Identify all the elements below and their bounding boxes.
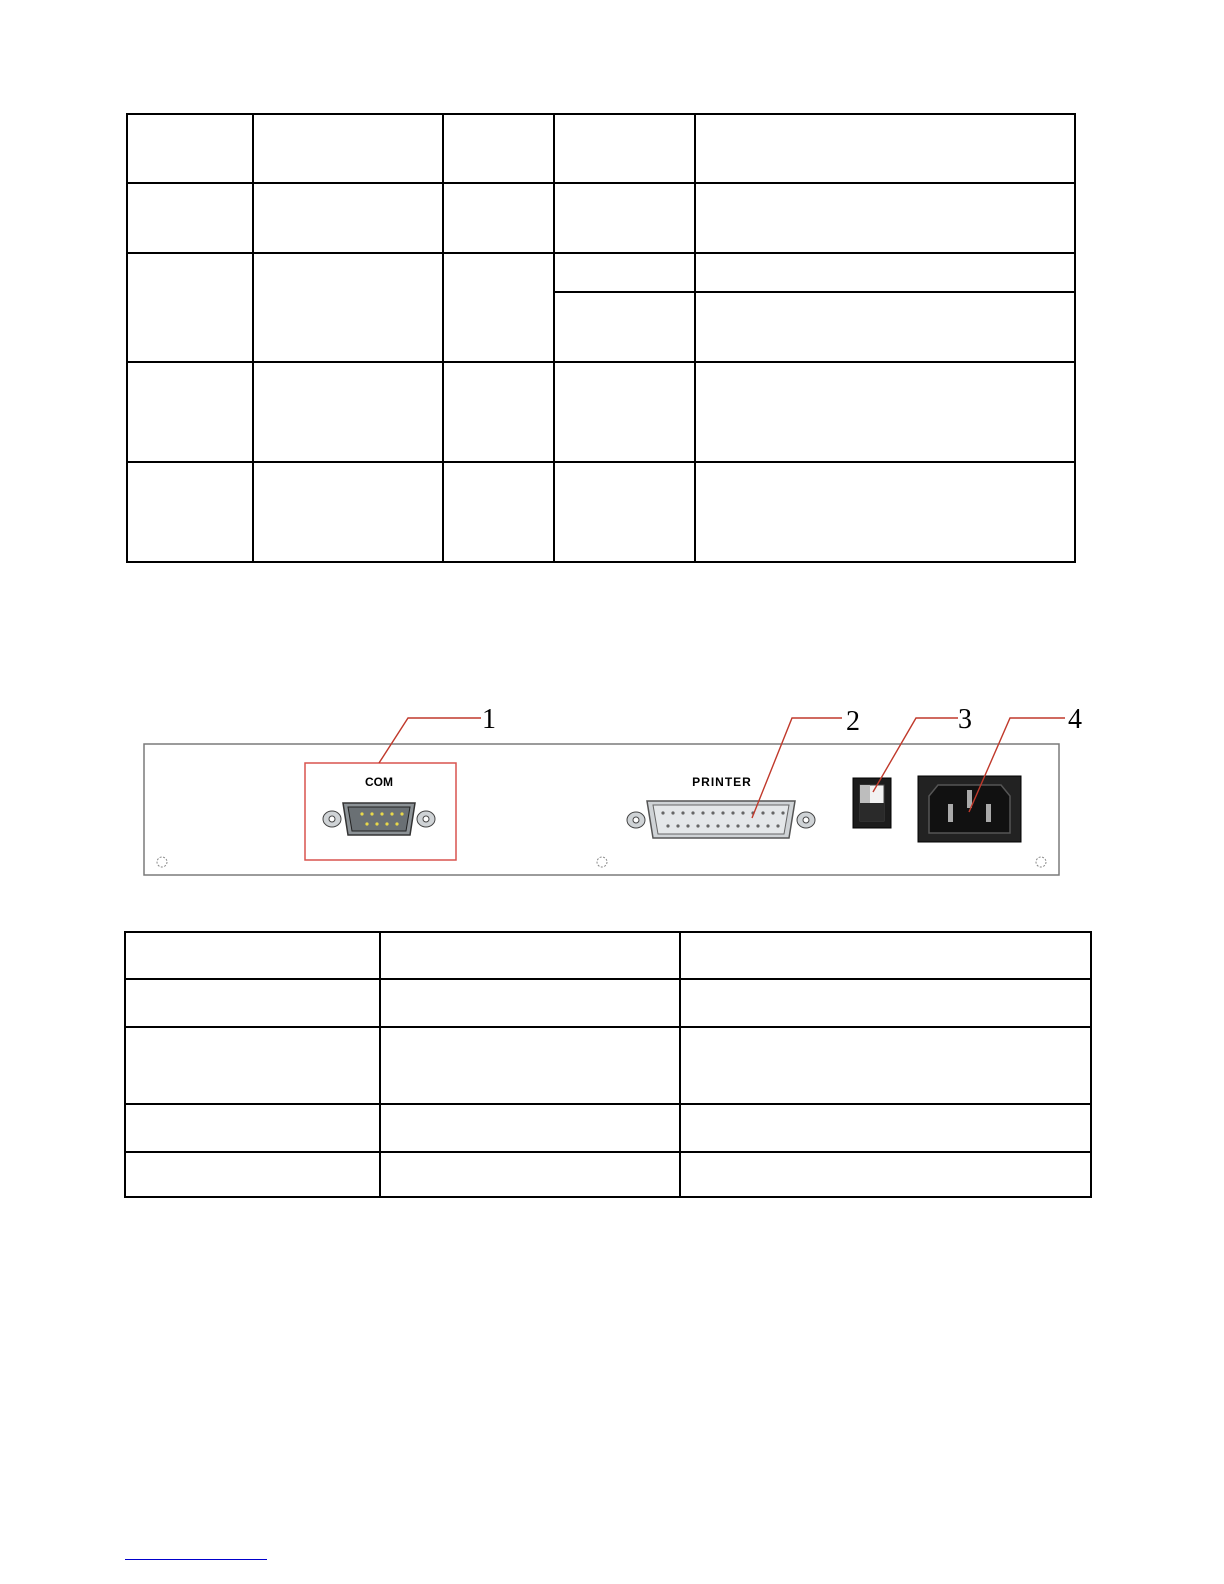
table-col-divider	[553, 113, 555, 563]
power-socket-icon	[918, 776, 1021, 842]
table-row-divider	[124, 1151, 1092, 1153]
table-row-divider	[124, 1103, 1092, 1105]
table-row-divider	[126, 361, 1076, 363]
table-col-divider	[442, 113, 444, 563]
table-border-left	[126, 113, 128, 563]
table-border-top	[126, 113, 1076, 115]
callout-number-2: 2	[846, 706, 860, 737]
table-row-divider	[126, 252, 1076, 254]
table-border-bottom	[126, 561, 1076, 563]
footnote-rule	[125, 1559, 267, 1560]
callout-number-3: 3	[958, 704, 972, 735]
specification-table-2	[124, 931, 1092, 1198]
table-border-top	[124, 931, 1092, 933]
table-row-divider	[126, 461, 1076, 463]
specification-table-1	[126, 113, 1076, 563]
power-switch-icon	[853, 778, 891, 828]
table-row-divider	[126, 182, 1076, 184]
com-label: COM	[365, 775, 393, 789]
callout-number-4: 4	[1068, 704, 1082, 735]
table-border-bottom	[124, 1196, 1092, 1198]
table-row-divider	[124, 1026, 1092, 1028]
table-row-divider-partial	[553, 291, 1076, 293]
db25-connector-icon	[627, 801, 815, 838]
rear-panel-diagram	[140, 700, 1100, 890]
table-col-divider	[694, 113, 696, 563]
table-col-divider	[252, 113, 254, 563]
table-col-divider	[679, 931, 681, 1198]
callout-number-1: 1	[482, 704, 496, 735]
table-border-right	[1090, 931, 1092, 1198]
table-border-right	[1074, 113, 1076, 563]
table-col-divider	[379, 931, 381, 1198]
printer-label: PRINTER	[692, 775, 752, 789]
table-row-divider	[124, 978, 1092, 980]
table-border-left	[124, 931, 126, 1198]
